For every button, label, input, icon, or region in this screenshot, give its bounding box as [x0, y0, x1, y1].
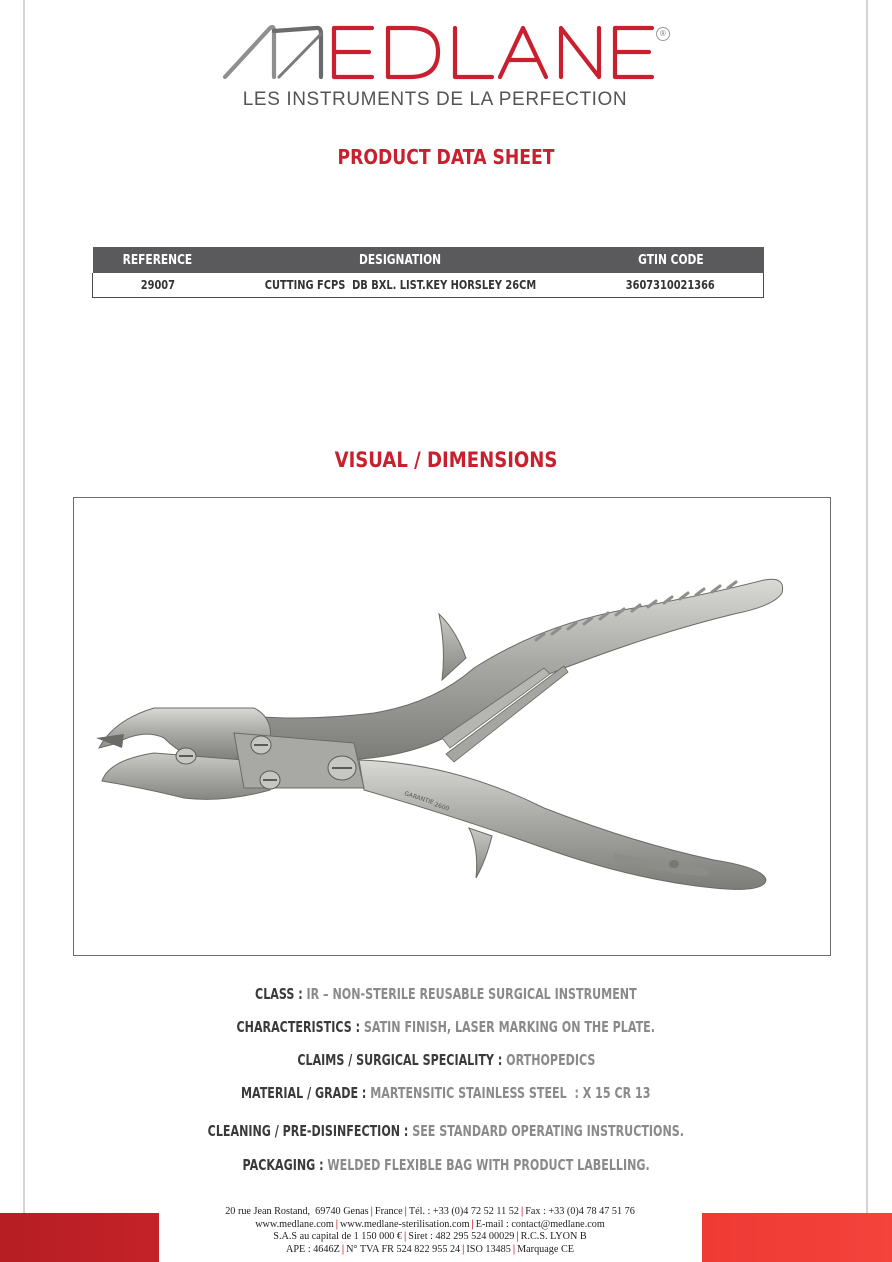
- spec-class: CLASS : IR – NON-STERILE REUSABLE SURGICAL INSTRUMENT: [255, 985, 637, 1003]
- spec-characteristics: CHARACTERISTICS : SATIN FINISH, LASER MARKING ON THE PLATE.: [236, 1018, 656, 1036]
- table-row: [93, 273, 764, 298]
- medlane-logo: [222, 22, 672, 82]
- footer-line-1: 20 rue Jean Rostand, 69740 Genas | France | Tél. : +33 (0)4 72 52 11 52 | Fax : +33 (0)4 78 47 51 76: [225, 1206, 635, 1217]
- rongeur-instrument-image: [74, 498, 830, 955]
- footer-line-2: www.medlane.com | www.medlane-sterilisation.com | E-mail : contact@medlane.com: [255, 1218, 605, 1230]
- footer-phone: Tél. : +33 (0)4 72 52 11 52: [408, 1206, 519, 1217]
- footer-line-3: S.A.S au capital de 1 150 000 € | Siret : 482 295 524 00029 | R.C.S. LYON B: [273, 1231, 587, 1242]
- reference-table-header: [93, 247, 764, 273]
- footer-email-link[interactable]: E-mail : contact@medlane.com: [475, 1218, 605, 1230]
- spec-cleaning: CLEANING / PRE-DISINFECTION : SEE STANDARD OPERATING INSTRUCTIONS.: [207, 1122, 685, 1140]
- registered-trademark-icon: ®: [656, 27, 670, 41]
- cell-reference: 29007: [93, 273, 223, 298]
- footer-fax: Fax : +33 (0)4 78 47 51 76: [525, 1206, 635, 1217]
- cell-designation: CUTTING FCPS DB BXL. LIST.KEY HORSLEY 26CM: [223, 273, 579, 298]
- reference-table: [92, 247, 764, 298]
- footer-tva: N° TVA FR 524 822 955 24: [346, 1243, 461, 1255]
- brand-tagline: LES INSTRUMENTS DE LA PERFECTION: [242, 89, 628, 110]
- footer-ape: APE : 4646Z: [286, 1243, 340, 1255]
- footer-red-bar-right: [702, 1213, 892, 1262]
- spec-claims: CLAIMS / SURGICAL SPECIALITY : ORTHOPEDICS: [297, 1051, 595, 1069]
- footer-iso: ISO 13485: [466, 1243, 511, 1255]
- footer-line-4: APE : 4646Z | N° TVA FR 524 822 955 24 | ISO 13485 | Marquage CE: [286, 1243, 574, 1255]
- footer-address-text: 20 rue Jean Rostand, 69740 Genas: [225, 1206, 369, 1217]
- footer-sterilisation-website-link[interactable]: www.medlane-sterilisation.com: [340, 1218, 470, 1230]
- footer-country: France: [374, 1206, 403, 1217]
- header-gtin-code: GTIN CODE: [579, 247, 764, 273]
- footer-siret: Siret : 482 295 524 00029: [408, 1231, 515, 1242]
- footer-address: [180, 1206, 680, 1256]
- footer-red-bar-left: [0, 1213, 159, 1262]
- footer-rcs: R.C.S. LYON B: [520, 1231, 587, 1242]
- visual-dimensions-title: VISUAL / DIMENSIONS: [334, 448, 558, 472]
- engraving-code: 2600: [433, 801, 451, 813]
- engraving-text: GARANTIE: [403, 790, 435, 807]
- product-data-sheet-title: PRODUCT DATA SHEET: [337, 145, 555, 169]
- header-reference: REFERENCE: [93, 247, 223, 273]
- footer-capital: S.A.S au capital de 1 150 000 €: [273, 1231, 403, 1242]
- footer-website-link[interactable]: www.medlane.com: [255, 1218, 334, 1230]
- cell-gtin-code: 3607310021366: [579, 273, 764, 298]
- header-designation: DESIGNATION: [223, 247, 579, 273]
- footer-ce-marking: Marquage CE: [517, 1243, 574, 1255]
- spec-packaging: PACKAGING : WELDED FLEXIBLE BAG WITH PRODUCT LABELLING.: [242, 1156, 650, 1174]
- spec-material: MATERIAL / GRADE : MARTENSITIC STAINLESS STEEL : X 15 CR 13: [241, 1084, 651, 1102]
- product-photo-frame: [73, 497, 831, 956]
